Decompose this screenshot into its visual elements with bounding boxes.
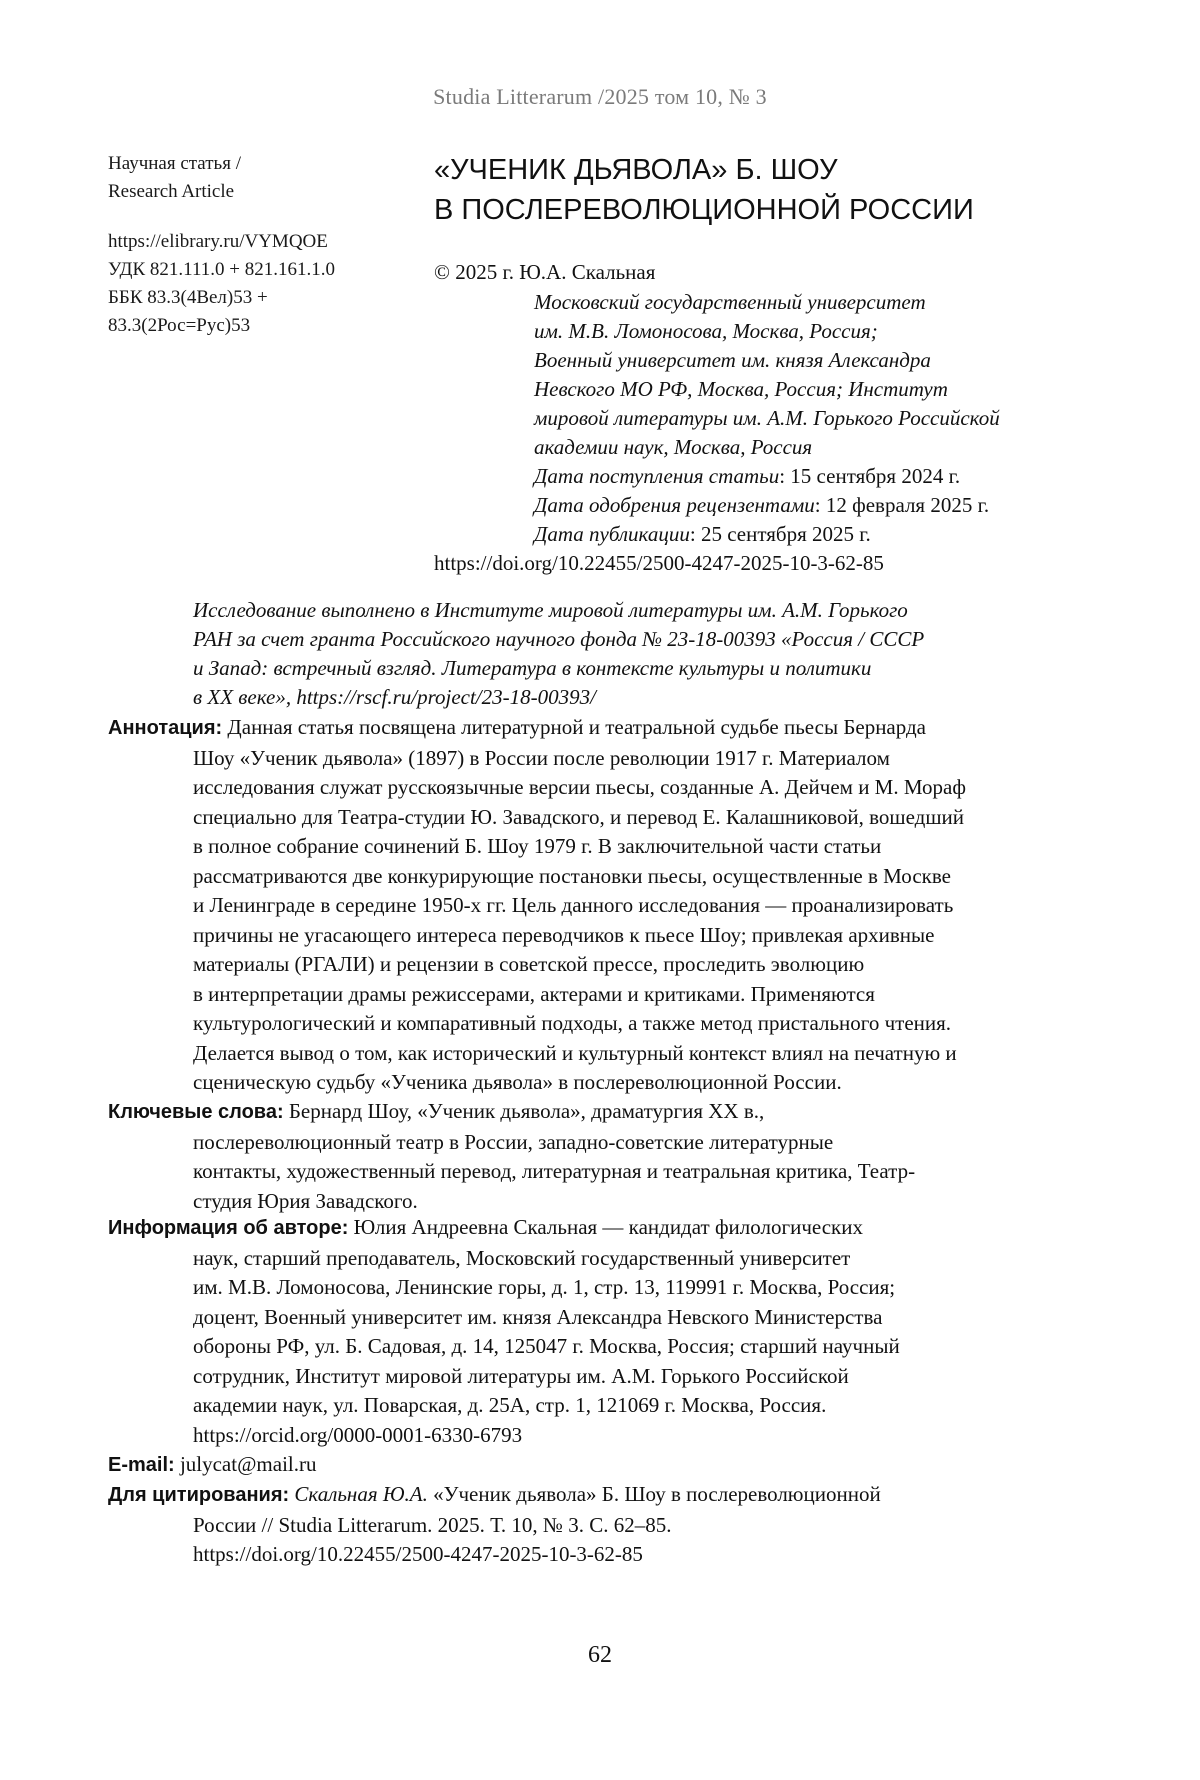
abstract-line: рассматриваются две конкурирующие постановки пьесы, осуществленные в Москве — [193, 863, 951, 888]
affiliation-line: Невского МО РФ, Москва, Россия; Институт — [534, 377, 948, 401]
abstract-line: Делается вывод о том, как исторический и культурный контекст влиял на печатную и — [193, 1040, 957, 1065]
udk-code: УДК 821.111.0 + 821.161.1.0 — [108, 259, 335, 280]
abstract-line: исследования служат русскоязычные версии пьесы, созданные А. Дейчем и М. Мораф — [193, 775, 966, 799]
abstract-line: материалы (РГАЛИ) и рецензии в советской прессе, проследить эволюцию — [193, 952, 865, 976]
author-info-line: сотрудник, Институт мировой литературы им. А.М. Горького Российской — [193, 1363, 849, 1388]
abstract-line: в интерпретации драмы режиссерами, актерами и критиками. Применяются — [193, 981, 875, 1006]
affiliation-line: Московский государственный университет — [534, 290, 926, 314]
published-date-value: : 25 сентября 2025 г. — [689, 522, 871, 546]
abstract-section — [108, 713, 1068, 1098]
article-type-ru: Научная статья / — [108, 153, 241, 174]
keywords-line: послереволюционный театр в России, западно-советские литературные — [193, 1129, 834, 1154]
running-header: Studia Litterarum /2025 том 10, № 3 — [433, 84, 767, 109]
bbk-code-line-2: 83.3(2Рос=Рус)53 — [108, 315, 251, 336]
citation-line: России // Studia Litterarum. 2025. Т. 10, № 3. С. 62–85. — [193, 1512, 672, 1537]
page-number: 62 — [588, 1642, 612, 1668]
bbk-code-line-1: ББК 83.3(4Вел)53 + — [108, 287, 268, 308]
title-line-2: В ПОСЛЕРЕВОЛЮЦИОННОЙ РОССИИ — [434, 194, 974, 226]
abstract-first-line: Данная статья посвящена литературной и театральной судьбе пьесы Бернарда — [222, 715, 926, 739]
affiliation-line: им. М.В. Ломоносова, Москва, Россия; — [534, 319, 878, 343]
article-title — [434, 150, 1094, 230]
email-label: E-mail: — [108, 1454, 175, 1476]
keywords-first-line: Бернард Шоу, «Ученик дьявола», драматургия XX в., — [283, 1099, 765, 1123]
article-metadata — [108, 150, 408, 340]
email-link[interactable]: julycat@mail.ru — [174, 1452, 317, 1476]
grant-line: РАН за счет гранта Российского научного фонда № 23-18-00393 «Россия / СССР — [193, 627, 925, 651]
email-section — [108, 1450, 1068, 1481]
author-affiliation — [534, 288, 1094, 549]
elibrary-link[interactable]: https://elibrary.ru/VYMQOE — [108, 231, 328, 252]
abstract-line: культурологический и компаративный подходы, а также метод пристального чтения. — [193, 1011, 952, 1035]
author-name: © 2025 г. Ю.А. Скальная — [434, 260, 656, 284]
title-line-1: «УЧЕНИК ДЬЯВОЛА» Б. ШОУ — [434, 154, 838, 186]
citation-section — [108, 1480, 1068, 1570]
abstract-line: сценическую судьбу «Ученика дьявола» в послереволюционной России. — [193, 1070, 842, 1094]
citation-author: Скальная Ю.А. — [289, 1482, 428, 1506]
author-info-line: обороны РФ, ул. Б. Садовая, д. 14, 125047 г. Москва, Россия; старший научный — [193, 1334, 900, 1358]
keywords-label: Ключевые слова: — [108, 1101, 284, 1123]
grant-line: Исследование выполнено в Институте мировой литературы им. А.М. Горького — [193, 598, 908, 622]
abstract-line: Шоу «Ученик дьявола» (1897) в России после революции 1917 г. Материалом — [193, 745, 890, 770]
citation-label: Для цитирования: — [108, 1484, 290, 1506]
keywords-section — [108, 1097, 1068, 1216]
approved-date — [534, 491, 1094, 520]
article-type-en: Research Article — [108, 181, 235, 202]
received-date-value: : 15 сентября 2024 г. — [779, 464, 961, 488]
author-info-line: академии наук, ул. Поварская, д. 25А, стр. 1, 121069 г. Москва, Россия. — [193, 1393, 827, 1417]
abstract-label: Аннотация: — [108, 717, 223, 739]
author-info-line: доцент, Военный университет им. князя Александра Невского Министерства — [193, 1304, 883, 1329]
abstract-line: причины не угасающего интереса переводчиков к пьесе Шоу; привлекая архивные — [193, 922, 935, 947]
author-info-label: Информация об авторе: — [108, 1217, 349, 1239]
author-info-first-line: Юлия Андреевна Скальная — кандидат филологических — [348, 1215, 863, 1239]
citation-doi-link[interactable]: https://doi.org/10.22455/2500-4247-2025-10-3-62-85 — [193, 1542, 643, 1566]
doi-link[interactable]: https://doi.org/10.22455/2500-4247-2025-10-3-62-85 — [434, 551, 884, 575]
affiliation-line: академии наук, Москва, Россия — [534, 435, 813, 459]
abstract-line: специально для Театра-студии Ю. Завадского, и перевод Е. Калашниковой, вошедший — [193, 804, 964, 829]
keywords-line: студия Юрия Завадского. — [193, 1188, 418, 1213]
affiliation-line: Военный университет им. князя Александра — [534, 348, 931, 372]
approved-date-value: : 12 февраля 2025 г. — [814, 493, 990, 517]
approved-date-label: Дата одобрения рецензентами — [534, 493, 815, 517]
author-info-line: наук, старший преподаватель, Московский государственный университет — [193, 1245, 851, 1270]
citation-first-line: «Ученик дьявола» Б. Шоу в послереволюционной — [427, 1482, 881, 1506]
published-date — [534, 520, 1094, 549]
orcid-link[interactable]: https://orcid.org/0000-0001-6330-6793 — [193, 1422, 523, 1447]
keywords-line: контакты, художественный перевод, литературная и театральная критика, Театр- — [193, 1159, 916, 1183]
author-info-line: им. М.В. Ломоносова, Ленинские горы, д. 1, стр. 13, 119991 г. Москва, Россия; — [193, 1275, 896, 1299]
grant-line: и Запад: встречный взгляд. Литература в контексте культуры и политики — [193, 656, 872, 680]
published-date-label: Дата публикации — [534, 522, 690, 546]
abstract-line: и Ленинграде в середине 1950-х гг. Цель данного исследования — проанализировать — [193, 893, 954, 917]
author-info-section — [108, 1213, 1068, 1450]
grant-note — [193, 596, 1073, 712]
abstract-line: в полное собрание сочинений Б. Шоу 1979 г. В заключительной части статьи — [193, 834, 882, 858]
received-date — [534, 462, 1094, 491]
grant-line: в XX веке», https://rscf.ru/project/23-18-00393/ — [193, 685, 596, 709]
affiliation-line: мировой литературы им. А.М. Горького Российской — [534, 406, 1000, 430]
received-date-label: Дата поступления статьи — [534, 464, 780, 488]
